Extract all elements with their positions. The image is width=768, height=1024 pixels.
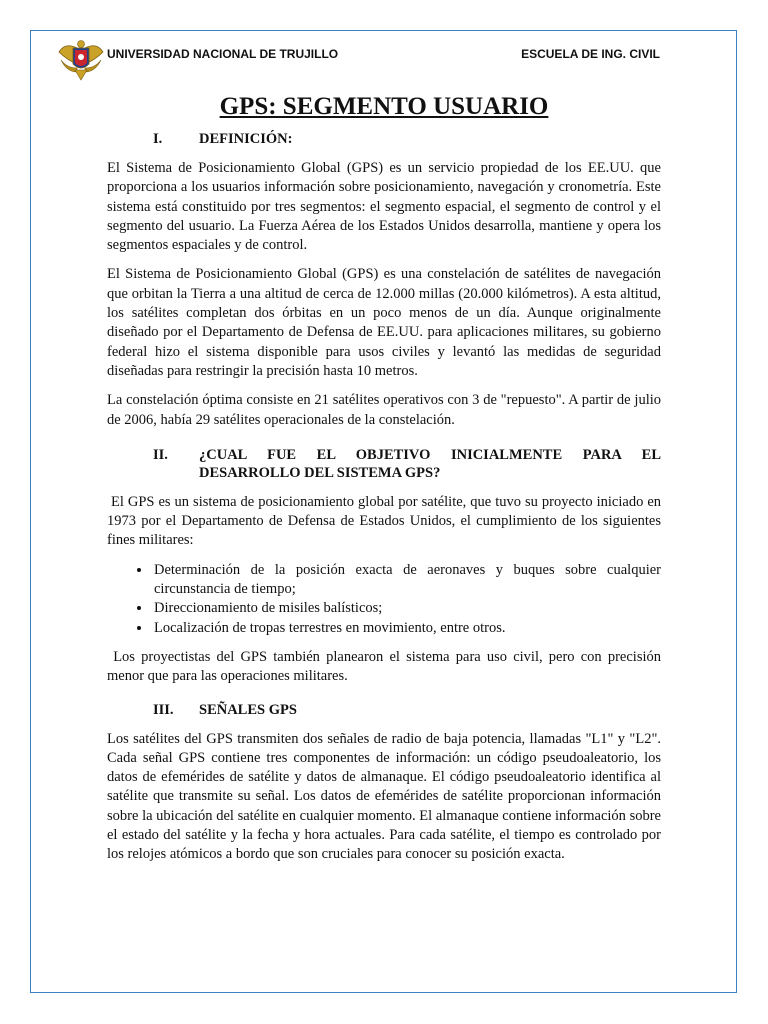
university-crest-icon	[55, 38, 107, 82]
page-header	[55, 38, 665, 82]
section-title: DEFINICIÓN:	[199, 131, 293, 147]
section-title: ¿CUAL FUE EL OBJETIVO INICIALMENTE PARA EL DESARROLLO DEL SISTEMA GPS?	[199, 446, 661, 481]
paragraph: Los proyectistas del GPS también planearon el sistema para uso civil, pero con precisión menor que para las operaciones militares.	[107, 648, 665, 685]
list-item: • Localización de tropas terrestres en movimiento, entre otros.	[152, 619, 661, 638]
paragraph: El Sistema de Posicionamiento Global (GPS) es una constelación de satélites de navegación que orbitan la Tierra a una altitud de cerca de 12.000 millas (20.000 kilómetros). A esta altitud, los satélites completan dos órbitas en un poco menos de un día. Aunque originalmente diseñado por el Departamento de Defensa de EE.UU. para aplicaciones militares, su gobierno federal hizo el sistema disponible para usos civiles y levantó las medidas de seguridad diseñadas para restringir la precisión hasta 10 metros.	[107, 266, 661, 379]
bullet-list	[107, 561, 661, 638]
document-body	[107, 92, 665, 875]
section-heading-3	[107, 701, 661, 719]
paragraph: El Sistema de Posicionamiento Global (GPS) es un servicio propiedad de los EE.UU. que proporciona a los usuarios información sobre posicionamiento, navegación y cronometría. Este sistema está constituido por tres segmentos: el segmento espacial, el segmento de control y el segmento del usuario. La Fuerza Aérea de los Estados Unidos desarrolla, mantiene y opera los segmentos espaciales y de control.	[107, 160, 661, 254]
section-title: SEÑALES GPS	[199, 701, 297, 718]
section-number: II.	[153, 446, 168, 463]
section-number: III.	[153, 701, 174, 718]
header-school-name: ESCUELA DE ING. CIVIL	[521, 47, 660, 61]
header-university-name: UNIVERSIDAD NACIONAL DE TRUJILLO	[107, 47, 339, 61]
paragraph: Los satélites del GPS transmiten dos señales de radio de baja potencia, llamadas "L1" y "L2". Cada señal GPS contiene tres componentes de información: un código pseudoaleatorio, los datos de efemérides de satélite y datos de almanaque. El código pseudoaleatorio identifica al satélite que transmite su señal. Los datos de efemérides de satélite proporcionan información sobre la ubicación del satélite en cualquier momento. El almanaque contiene información sobre el estado del satélite y la fecha y hora actuales. Para cada satélite, el tiempo es controlado por los relojes atómicos a bordo que son cruciales para conocer su posición exacta.	[107, 730, 661, 863]
list-item: • Direccionamiento de misiles balísticos;	[152, 599, 661, 618]
paragraph: El GPS es un sistema de posicionamiento global por satélite, que tuvo su proyecto iniciado en 1973 por el Departamento de Defensa de Estados Unidos, el cumplimiento de los siguientes fines militares:	[107, 493, 665, 549]
section-number: I.	[153, 131, 163, 147]
list-item: • Determinación de la posición exacta de aeronaves y buques sobre cualquier circunstancia de tiempo;	[152, 561, 661, 600]
paragraph: La constelación óptima consiste en 21 satélites operativos con 3 de "repuesto". A partir de julio de 2006, había 29 satélites operacionales de la constelación.	[107, 392, 661, 428]
section-heading-1	[107, 130, 661, 148]
section-heading-2	[107, 446, 661, 482]
page-title: GPS: SEGMENTO USUARIO	[219, 93, 549, 120]
